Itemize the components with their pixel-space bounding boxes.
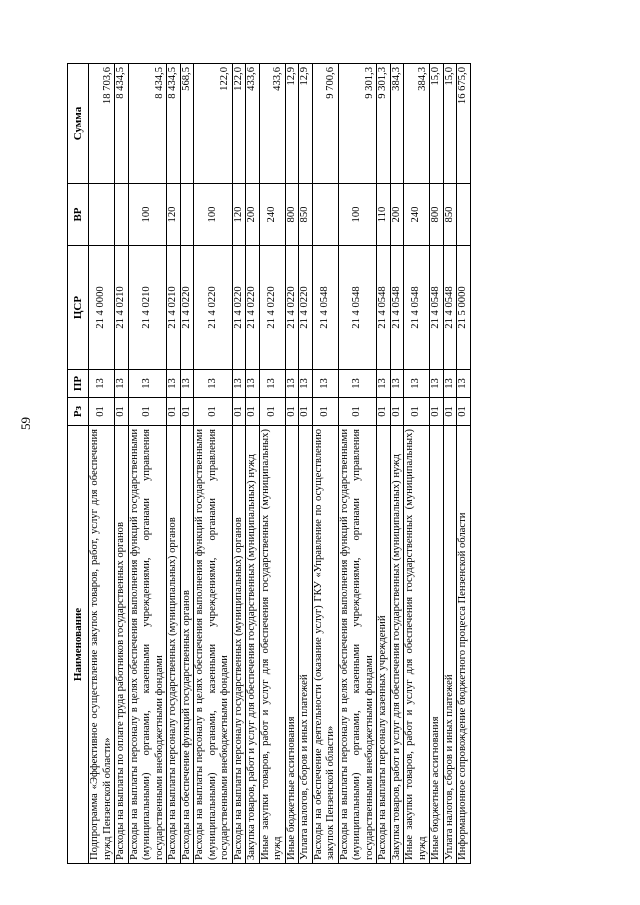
row-pr: 13 [390,370,404,398]
row-vr: 100 [338,184,377,246]
table-row [259,64,285,864]
budget-table [67,63,471,864]
table-row [338,64,377,864]
table-row [312,64,338,864]
row-name: Расходы на выплаты персоналу государственных (муниципальных) органов [232,426,246,864]
row-sum: 8 434,5 [115,64,129,184]
row-vr: 200 [390,184,404,246]
row-pr: 13 [259,370,285,398]
row-sum: 384,3 [390,64,404,184]
row-pr: 13 [89,370,115,398]
row-pr: 13 [246,370,260,398]
row-vr [89,184,115,246]
row-vr: 240 [404,184,430,246]
row-rz: 01 [246,398,260,426]
row-csr: 21 4 0548 [377,246,391,370]
row-pr: 13 [443,370,457,398]
row-sum: 9 301,3 [377,64,391,184]
row-csr: 21 4 0220 [259,246,285,370]
row-name: Закупка товаров, работ и услуг для обеспечения государственных (муниципальных) нужд [246,426,260,864]
row-csr: 21 4 0210 [115,246,129,370]
table-row [115,64,129,864]
row-rz: 01 [180,398,194,426]
row-rz: 01 [390,398,404,426]
row-name: Закупка товаров, работ и услуг для обеспечения государственных (муниципальных) нужд [390,426,404,864]
table-row [457,64,471,864]
header-csr: ЦСР [68,246,89,370]
row-csr: 21 4 0220 [299,246,313,370]
row-pr: 13 [430,370,444,398]
row-name: Расходы на обеспечение функций государственных органов [180,426,194,864]
row-vr: 800 [285,184,299,246]
table-row [377,64,391,864]
row-rz: 01 [285,398,299,426]
table-row [404,64,430,864]
page-number: 59 [18,417,33,430]
row-pr: 13 [338,370,377,398]
row-csr: 21 4 0548 [430,246,444,370]
row-rz: 01 [259,398,285,426]
row-name: Иные бюджетные ассигнования [285,426,299,864]
table-row [194,64,233,864]
table-row [167,64,181,864]
row-name: Иные закупки товаров, работ и услуг для обеспечения государственных (муниципальных) нужд [404,426,430,864]
row-vr: 110 [377,184,391,246]
row-csr: 21 4 0220 [232,246,246,370]
row-rz: 01 [128,398,167,426]
row-pr: 13 [115,370,129,398]
row-name: Иные закупки товаров, работ и услуг для обеспечения государственных (муниципальных) нужд [259,426,285,864]
row-name: Информационное сопровождение бюджетного процесса Пензенской области [457,426,471,864]
row-sum: 16 675,0 [457,64,471,184]
row-pr: 13 [285,370,299,398]
row-sum: 18 703,6 [89,64,115,184]
header-rz: Рз [68,398,89,426]
row-rz: 01 [404,398,430,426]
row-pr: 13 [167,370,181,398]
row-sum: 433,6 [246,64,260,184]
row-rz: 01 [115,398,129,426]
row-vr [180,184,194,246]
row-pr: 13 [312,370,338,398]
header-vr: ВР [68,184,89,246]
row-vr: 850 [443,184,457,246]
row-vr: 100 [128,184,167,246]
row-csr: 21 4 0220 [285,246,299,370]
row-sum: 568,5 [180,64,194,184]
row-pr: 13 [128,370,167,398]
row-csr: 21 4 0548 [338,246,377,370]
row-name: Расходы на выплаты персоналу государственных (муниципальных) органов [167,426,181,864]
row-vr: 850 [299,184,313,246]
row-rz: 01 [457,398,471,426]
row-vr: 100 [194,184,233,246]
row-rz: 01 [89,398,115,426]
row-pr: 13 [377,370,391,398]
row-sum: 15,0 [430,64,444,184]
row-sum: 122,0 [194,64,233,184]
row-pr: 13 [232,370,246,398]
row-name: Расходы на выплаты персоналу в целях обеспечения выполнения функций государственными (муниципальными) органами, казенными учреждениями, органами управления государственными внебюджетными фондами [194,426,233,864]
row-sum: 122,0 [232,64,246,184]
row-sum: 433,6 [259,64,285,184]
row-pr: 13 [457,370,471,398]
table-row [89,64,115,864]
row-sum: 15,0 [443,64,457,184]
row-sum: 9 301,3 [338,64,377,184]
row-sum: 12,9 [285,64,299,184]
row-csr: 21 4 0220 [180,246,194,370]
table-row [443,64,457,864]
row-sum: 12,9 [299,64,313,184]
row-name: Расходы на обеспечение деятельности (оказание услуг) ГКУ «Управление по осуществлению закупок Пензенской области» [312,426,338,864]
table-row [390,64,404,864]
row-pr: 13 [194,370,233,398]
row-rz: 01 [377,398,391,426]
table-row [246,64,260,864]
header-pr: ПР [68,370,89,398]
row-csr: 21 5 0000 [457,246,471,370]
row-rz: 01 [312,398,338,426]
row-name: Расходы на выплаты персоналу в целях обеспечения выполнения функций государственными (муниципальными) органами, казенными учреждениями, органами управления государственными внебюджетными фондами [338,426,377,864]
row-pr: 13 [180,370,194,398]
row-rz: 01 [299,398,313,426]
row-rz: 01 [443,398,457,426]
row-csr: 21 4 0220 [194,246,233,370]
table-row [232,64,246,864]
row-csr: 21 4 0210 [128,246,167,370]
row-vr [115,184,129,246]
row-name: Уплата налогов, сборов и иных платежей [299,426,313,864]
row-rz: 01 [167,398,181,426]
row-sum: 384,3 [404,64,430,184]
row-pr: 13 [299,370,313,398]
table-row [299,64,313,864]
table-row [285,64,299,864]
row-name: Расходы на выплаты персоналу в целях обеспечения выполнения функций государственными (муниципальными) органами, казенными учреждениями, органами управления государственными внебюджетными фондами [128,426,167,864]
table-row [128,64,167,864]
row-vr [312,184,338,246]
row-name: Подпрограмма «Эффективное осуществление закупок товаров, работ, услуг для обеспечения нужд Пензенской области» [89,426,115,864]
table-header-row [68,64,89,864]
row-rz: 01 [232,398,246,426]
rotated-table-container [67,64,537,864]
row-csr: 21 4 0548 [443,246,457,370]
row-csr: 21 4 0000 [89,246,115,370]
row-vr: 200 [246,184,260,246]
row-vr: 240 [259,184,285,246]
row-rz: 01 [338,398,377,426]
row-csr: 21 4 0210 [167,246,181,370]
row-vr: 120 [232,184,246,246]
row-sum: 8 434,5 [167,64,181,184]
row-name: Иные бюджетные ассигнования [430,426,444,864]
row-pr: 13 [404,370,430,398]
row-sum: 9 700,6 [312,64,338,184]
row-csr: 21 4 0220 [246,246,260,370]
header-name: Наименование [68,426,89,864]
row-csr: 21 4 0548 [404,246,430,370]
row-vr [457,184,471,246]
table-row [430,64,444,864]
row-name: Расходы на выплаты по оплате труда работников государственных органов [115,426,129,864]
row-vr: 120 [167,184,181,246]
row-name: Уплата налогов, сборов и иных платежей [443,426,457,864]
row-csr: 21 4 0548 [312,246,338,370]
row-rz: 01 [430,398,444,426]
row-sum: 8 434,5 [128,64,167,184]
row-csr: 21 4 0548 [390,246,404,370]
header-sum: Сумма [68,64,89,184]
table-row [180,64,194,864]
row-rz: 01 [194,398,233,426]
row-name: Расходы на выплаты персоналу казенных учреждений [377,426,391,864]
row-vr: 800 [430,184,444,246]
